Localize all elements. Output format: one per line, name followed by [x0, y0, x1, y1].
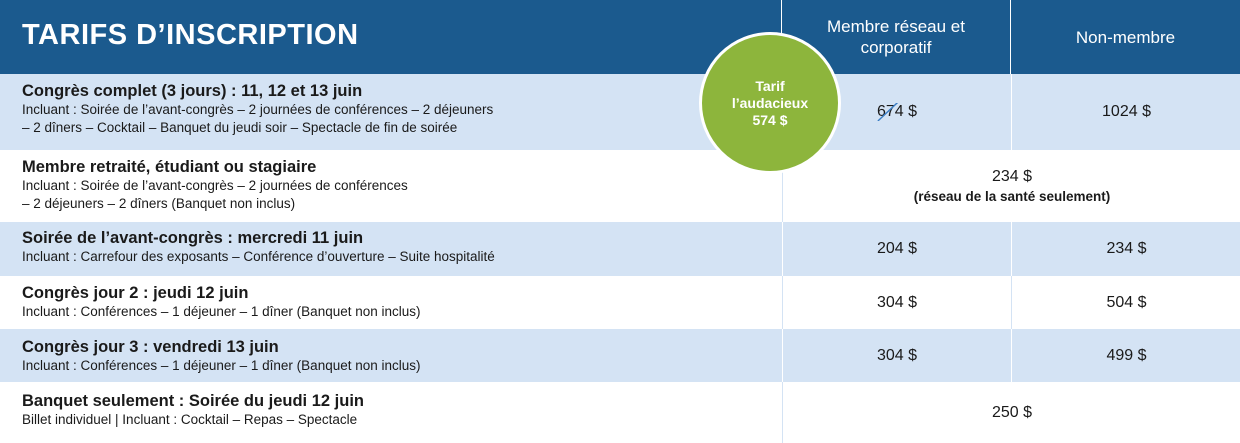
row-description-line: – 2 déjeuners – 2 dîners (Banquet non inclus): [22, 196, 296, 211]
row-description-line: – 2 dîners – Cocktail – Banquet du jeudi soir – Spectacle de fin de soirée: [22, 120, 458, 135]
table-row: [0, 382, 1240, 443]
member-price: 304 $: [876, 346, 918, 364]
combined-price: 234 $: [991, 168, 1033, 185]
table-row: [0, 222, 1240, 276]
nonmember-price: 1024 $: [1102, 103, 1151, 120]
combined-price: 250 $: [991, 403, 1033, 421]
member-price: 304 $: [876, 293, 918, 311]
row-description-line: Incluant : Soirée de l’avant-congrès – 2 journées de conférences – 2 déjeuners: [22, 102, 494, 117]
header-member-label: Membre réseau et corporatif: [827, 17, 965, 57]
badge-label-line: Tarif: [755, 77, 785, 94]
badge-label-line: l’audacieux: [731, 94, 809, 111]
nonmember-price: 499 $: [1106, 346, 1147, 364]
row-description-cell: [0, 382, 781, 443]
row-description-cell: [0, 74, 781, 150]
row-name: Congrès jour 2 : jeudi 12 juin: [22, 284, 249, 302]
nonmember-price-cell: [1011, 276, 1240, 329]
row-description-cell: [0, 150, 781, 222]
table-row: [0, 150, 1240, 222]
row-description-line: Incluant : Conférences – 1 déjeuner – 1 dîner (Banquet non inclus): [22, 358, 421, 373]
nonmember-price-cell: [1011, 222, 1240, 276]
row-description-line: Billet individuel | Incluant : Cocktail – Repas – Spectacle: [22, 412, 358, 427]
nonmember-price: 234 $: [1106, 240, 1147, 257]
nonmember-price-cell: [1011, 74, 1240, 150]
table-row: [0, 74, 1240, 150]
table-title: TARIFS D’INSCRIPTION: [22, 19, 359, 51]
badge-price: 574 $: [752, 111, 788, 128]
combined-price-cell: [782, 150, 1240, 222]
table-header: [0, 0, 1240, 74]
member-price: 204 $: [876, 240, 918, 257]
price-note: (réseau de la santé seulement): [913, 189, 1111, 204]
audacieux-price-badge: [699, 32, 841, 174]
row-description-line: Incluant : Soirée de l’avant-congrès – 2 journées de conférences: [22, 178, 408, 193]
header-nonmember-column: [1010, 0, 1240, 74]
header-title-cell: [0, 0, 781, 74]
table-row: [0, 329, 1240, 382]
combined-price-cell: [782, 382, 1240, 443]
header-nonmember-label: Non-membre: [1075, 27, 1176, 47]
row-name: Congrès jour 3 : vendredi 13 juin: [22, 338, 279, 356]
row-description-cell: [0, 329, 781, 382]
member-price-cell: [782, 276, 1011, 329]
row-description-cell: [0, 276, 781, 329]
row-description-line: Incluant : Carrefour des exposants – Conférence d’ouverture – Suite hospitalité: [22, 249, 495, 264]
row-name: Congrès complet (3 jours) : 11, 12 et 13 juin: [22, 82, 363, 100]
row-description-line: Incluant : Conférences – 1 déjeuner – 1 dîner (Banquet non inclus): [22, 304, 421, 319]
member-price-cell: [782, 222, 1011, 276]
member-price-struck: 674 $: [877, 103, 917, 121]
table-row: [0, 276, 1240, 329]
row-name: Membre retraité, étudiant ou stagiaire: [22, 158, 317, 176]
struck-price-digits: 674: [877, 103, 904, 121]
row-description-cell: [0, 222, 781, 276]
nonmember-price-cell: [1011, 329, 1240, 382]
member-price-cell: [782, 329, 1011, 382]
row-name: Banquet seulement : Soirée du jeudi 12 juin: [22, 392, 364, 410]
row-name: Soirée de l’avant-congrès : mercredi 11 juin: [22, 229, 364, 247]
strikethrough-line: [877, 103, 904, 121]
nonmember-price: 504 $: [1106, 293, 1147, 311]
